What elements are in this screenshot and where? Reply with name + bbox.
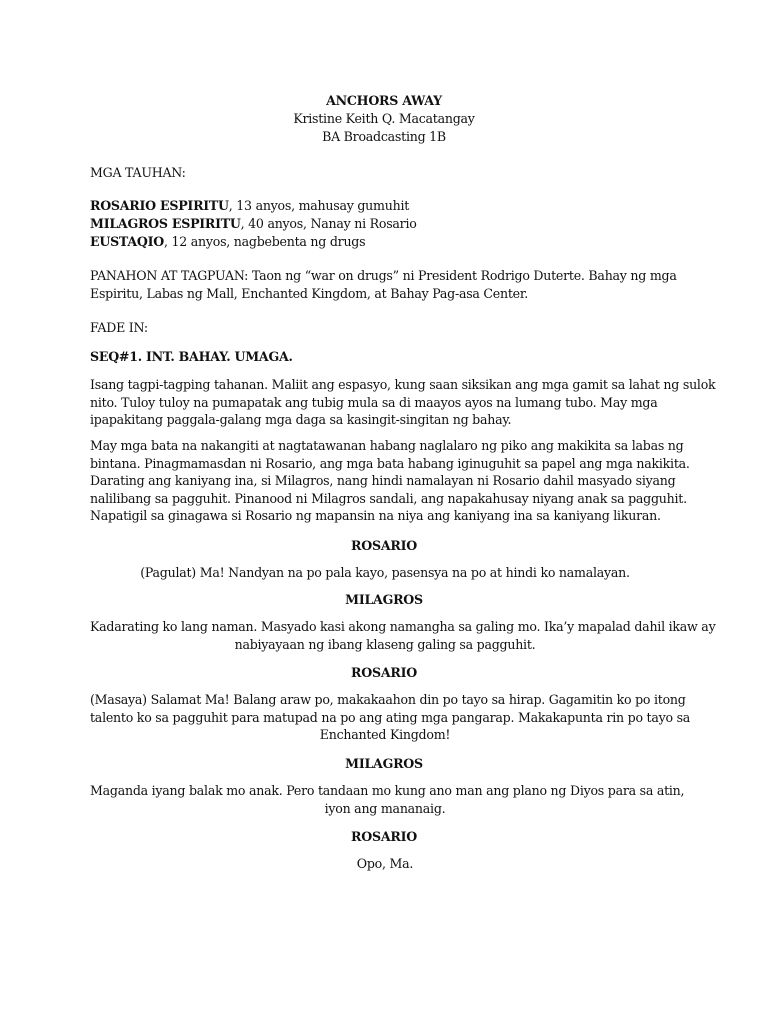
dialogue-line: Maganda iyang balak mo anak. Pero tandaan mo kung ano man ang plano ng Diyos para sa atin, xyxy=(90,783,685,798)
setting-line: Espiritu, Labas ng Mall, Enchanted Kingdom, at Bahay Pag-asa Center. xyxy=(90,286,529,301)
paragraph-line: Darating ang kaniyang ina, si Milagros, nang hindi namalayan ni Rosario dahil masyado siyang xyxy=(90,473,676,488)
speaker-name: ROSARIO xyxy=(351,665,417,680)
dialogue-line: nabiyayaan ng ibang klaseng galing sa pagguhit. xyxy=(234,636,536,652)
action-paragraph xyxy=(90,437,690,525)
speaker-name: MILAGROS xyxy=(345,756,423,771)
dialogue-block xyxy=(90,564,680,582)
speaker-name: ROSARIO xyxy=(351,538,417,553)
dialogue-line: (Pagulat) Ma! Nandyan na po pala kayo, pasensya na po at hindi ko namalayan. xyxy=(140,565,630,580)
paragraph-line: Napatigil sa ginagawa si Rosario ng mapansin na niya ang kaniyang ina sa kaniyang likuran. xyxy=(90,508,661,523)
dialogue-block xyxy=(90,855,680,873)
speaker-name: MILAGROS xyxy=(345,592,423,607)
character-entry xyxy=(90,215,417,232)
paragraph-line: Isang tagpi-tagping tahanan. Maliit ang espasyo, kung saan siksikan ang mga gamit sa lahat ng sulok xyxy=(90,377,716,392)
dialogue-line: Enchanted Kingdom! xyxy=(319,727,451,742)
dialogue-line: iyon ang mananaig. xyxy=(324,800,446,816)
paragraph-line: bintana. Pinagmamasdan ni Rosario, ang mga bata habang iginuguhit sa papel ang mga nakikita. xyxy=(90,455,690,471)
character-entry xyxy=(90,197,409,214)
author-name: Kristine Keith Q. Macatangay xyxy=(293,111,475,126)
fade-in: FADE IN: xyxy=(90,320,148,335)
script-title: ANCHORS AWAY xyxy=(326,93,442,108)
character-entry xyxy=(90,233,365,250)
speaker-name: ROSARIO xyxy=(351,829,417,844)
dialogue-line: talento ko sa pagguhit para matupad na po ang ating mga pangarap. Makakapunta rin po tayo sa xyxy=(90,709,691,725)
action-paragraph xyxy=(90,376,716,429)
dialogue-block xyxy=(90,782,685,817)
character-desc: , 13 anyos, mahusay gumuhit xyxy=(228,198,410,213)
course-line: BA Broadcasting 1B xyxy=(322,129,446,144)
dialogue-line: Opo, Ma. xyxy=(356,856,414,871)
sequence-heading: SEQ#1. INT. BAHAY. UMAGA. xyxy=(90,349,293,364)
dialogue-block xyxy=(90,618,716,653)
dialogue-block xyxy=(90,691,691,744)
dialogue-line: Kadarating ko lang naman. Masyado kasi akong namangha sa galing mo. Ika’y mapalad dahil ikaw ay xyxy=(90,619,716,634)
character-desc: , 12 anyos, nagbebenta ng drugs xyxy=(163,234,366,249)
character-name: ROSARIO ESPIRITU xyxy=(90,198,229,213)
paragraph-line: May mga bata na nakangiti at nagtatawanan habang naglalaro ng piko ang makikita sa labas ng xyxy=(90,438,684,453)
setting-line: PANAHON AT TAGPUAN: Taon ng “war on drugs” ni President Rodrigo Duterte. Bahay ng mga xyxy=(90,268,677,283)
character-desc: , 40 anyos, Nanay ni Rosario xyxy=(240,216,417,231)
characters-heading: MGA TAUHAN: xyxy=(90,165,186,180)
paragraph-line: nito. Tuloy tuloy na pumapatak ang tubig mula sa di maayos ayos na lumang tubo. May mga xyxy=(90,394,658,410)
character-name: EUSTAQIO xyxy=(90,234,164,249)
paragraph-line: nalilibang sa pagguhit. Pinanood ni Milagros sandali, ang napakahusay niyang anak sa pagguhit. xyxy=(90,490,687,506)
dialogue-line: (Masaya) Salamat Ma! Balang araw po, makakaahon din po tayo sa hirap. Gagamitin ko po itong xyxy=(90,692,686,707)
paragraph-line: ipapakitang paggala-galang mga daga sa kasingit-singitan ng bahay. xyxy=(90,412,512,427)
character-name: MILAGROS ESPIRITU xyxy=(90,216,241,231)
